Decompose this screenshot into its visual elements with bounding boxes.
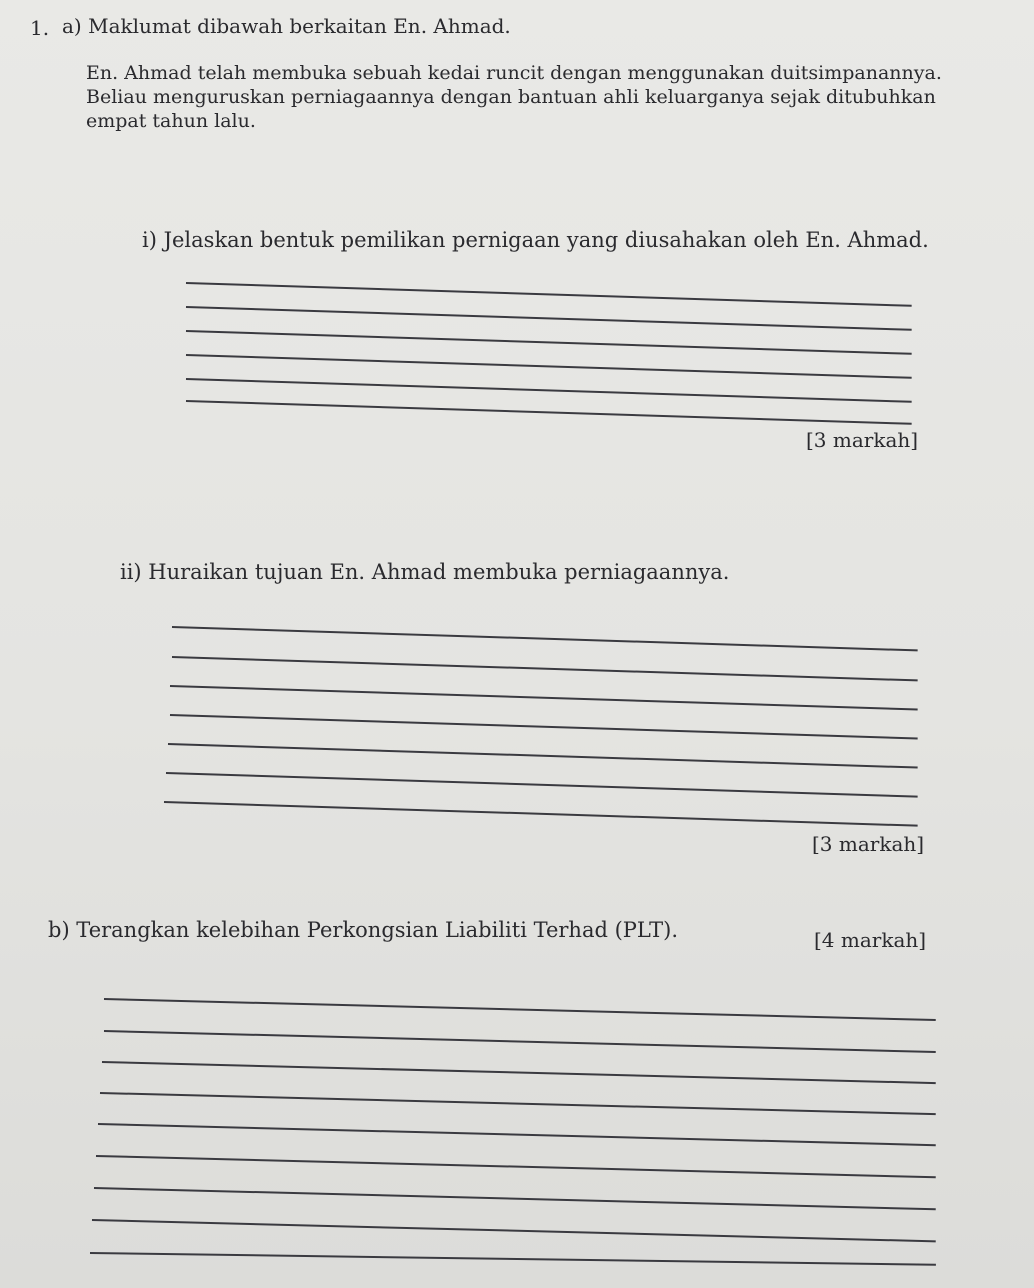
- question-number: 1.: [30, 16, 50, 40]
- answer-line[interactable]: [92, 1219, 936, 1242]
- answer-line[interactable]: [104, 1030, 936, 1053]
- answer-line[interactable]: [186, 282, 912, 307]
- sub-question-ii: ii) Huraikan tujuan En. Ahmad membuka perniagaannya.: [120, 560, 730, 584]
- intro-line: Beliau menguruskan perniagaannya dengan bantuan ahli keluarganya sejak ditubuhkan: [86, 86, 936, 108]
- answer-line[interactable]: [170, 685, 918, 710]
- answer-line[interactable]: [186, 330, 912, 355]
- sub-question-i: i) Jelaskan bentuk pemilikan pernigaan yang diusahakan oleh En. Ahmad.: [142, 228, 929, 252]
- answer-line[interactable]: [100, 1092, 936, 1115]
- answer-line[interactable]: [172, 626, 918, 651]
- answer-line[interactable]: [98, 1123, 936, 1146]
- answer-line[interactable]: [90, 1252, 936, 1266]
- answer-line[interactable]: [186, 306, 912, 331]
- part-a-heading: a) Maklumat dibawah berkaitan En. Ahmad.: [62, 14, 511, 38]
- answer-line[interactable]: [104, 998, 936, 1021]
- answer-line[interactable]: [170, 714, 918, 739]
- marks-i: [3 markah]: [806, 428, 919, 452]
- answer-line[interactable]: [168, 743, 918, 769]
- answer-line[interactable]: [164, 801, 918, 827]
- answer-line[interactable]: [96, 1155, 936, 1178]
- marks-b: [4 markah]: [814, 928, 927, 952]
- answer-line[interactable]: [186, 378, 912, 403]
- intro-line: En. Ahmad telah membuka sebuah kedai runcit dengan menggunakan duitsimpanannya.: [86, 62, 942, 84]
- answer-line[interactable]: [94, 1187, 936, 1210]
- answer-line[interactable]: [102, 1061, 936, 1084]
- intro-line: empat tahun lalu.: [86, 110, 256, 132]
- answer-line[interactable]: [172, 656, 918, 681]
- answer-line[interactable]: [186, 354, 912, 379]
- answer-line[interactable]: [166, 772, 918, 798]
- answer-line[interactable]: [186, 400, 912, 425]
- marks-ii: [3 markah]: [812, 832, 925, 856]
- part-b-question: b) Terangkan kelebihan Perkongsian Liabiliti Terhad (PLT).: [48, 918, 679, 942]
